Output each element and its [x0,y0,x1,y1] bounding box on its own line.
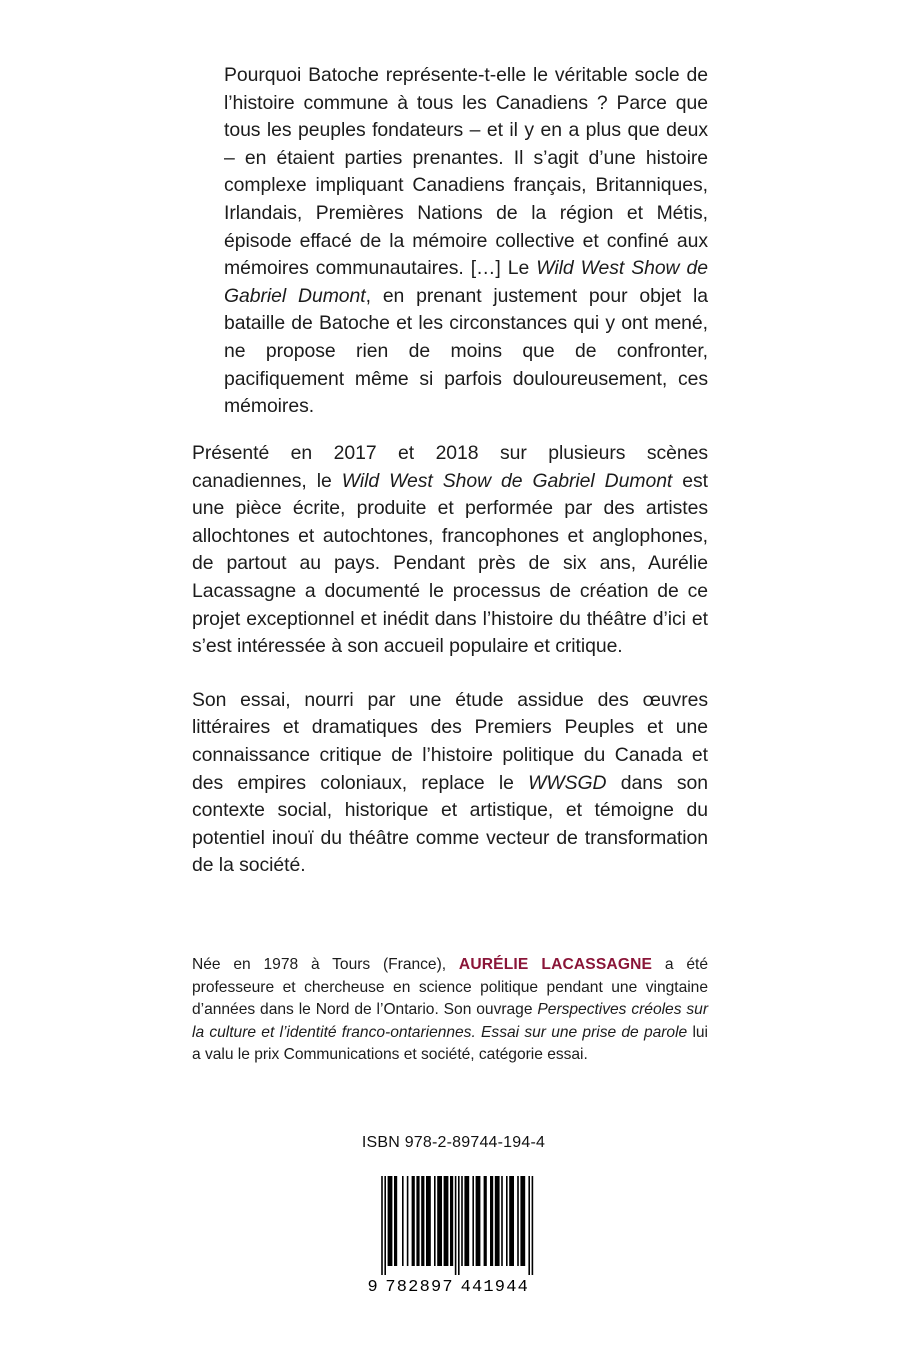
author-name: AURÉLIE LACASSAGNE [458,956,653,973]
description-block [192,440,708,880]
desc2-before: Son essai, nourri par une étude assidue des œuvres littéraires et dramatiques des Premiers Peuples et une connaissance critique de l’histoire politique du Canada et des empires coloniaux, replace le [192,688,708,794]
description-paragraph-2 [192,687,708,880]
bio-after-title: lui a valu le prix Communications et société, catégorie essai. [192,1023,708,1064]
desc1-italic-title: Wild West Show de Gabriel Dumont [341,469,673,492]
bio-work-title: Perspectives créoles sur la culture et l’identité franco-ontariennes. Essai sur une prise de parole [192,1001,708,1041]
barcode-svg [349,1172,559,1296]
author-bio-paragraph [192,954,708,1067]
desc1-before: Présenté en 2017 et 2018 sur plusieurs scènes canadiennes, le [192,442,708,492]
excerpt-quote [224,62,708,421]
isbn-barcode-area [0,1134,907,1303]
svg-text:441944: 441944 [460,1278,529,1296]
bio-before-name: Née en 1978 à Tours (France), [192,956,459,973]
desc2-after: dans son contexte social, historique et artistique, et témoigne du potentiel inouï du théâtre comme vecteur de transformation de la société. [192,771,708,877]
author-bio-block [192,954,708,1067]
isbn-label: ISBN 978-2-89744-194-4 [361,1134,546,1151]
excerpt-text-before: Pourquoi Batoche représente-t-elle le véritable socle de l’histoire commune à tous les Canadiens ? Parce que tous les peuples fondateurs – et il y en a plus que deux – en étaient parties prenantes. Il s’agit d’une histoire complexe impliquant Canadiens français, Britanniques, Irlandais, Premières Nations de la région et Métis, épisode effacé de la mémoire collective et confiné aux mémoires communautaires. […] Le [224,64,708,280]
excerpt-italic-title: Wild West Show de Gabriel Dumont [224,257,708,307]
ean13-barcode [339,1168,569,1298]
svg-text:782897: 782897 [384,1278,454,1296]
description-paragraph-1 [192,440,708,661]
bio-after-name: a été professeure et chercheuse en science politique pendant une vingtaine d’années dans le Nord de l’Ontario. Son ouvrage [192,956,708,1019]
desc1-after: est une pièce écrite, produite et performée par des artistes allochtones et autochtones, francophones et anglophones, de partout au pays. Pendant près de six ans, Aurélie Lacassagne a documenté le processus de création de ce projet exceptionnel et inédit dans l’histoire du théâtre d’ici et s’est intéressée à son accueil populaire et critique. [192,469,708,658]
desc2-italic-abbrev: WWSGD [528,771,607,794]
svg-text:9: 9 [366,1278,379,1296]
excerpt-text-after: , en prenant justement pour objet la bataille de Batoche et les circonstances qui y ont mené, ne propose rien de moins que de confronter, pacifiquement même si parfois douloureusement, ces mémoires. [224,284,709,418]
excerpt-paragraph [224,62,708,421]
